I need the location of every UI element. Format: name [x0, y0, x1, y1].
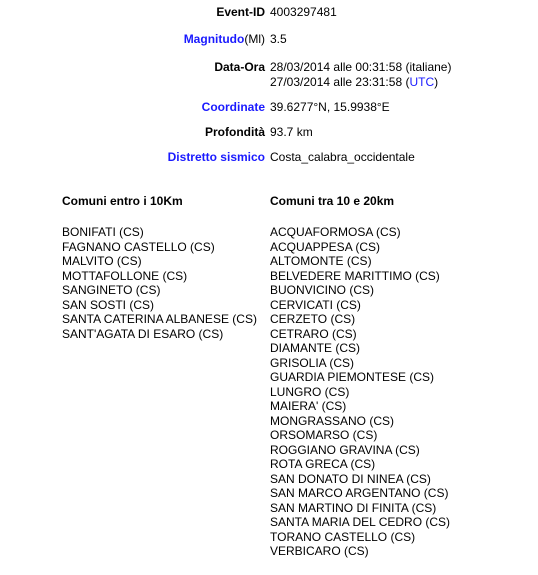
comune-item: BONIFATI (CS) — [62, 225, 144, 239]
magnitudo-row — [0, 32, 538, 50]
comune-item: MONGRASSANO (CS) — [270, 413, 395, 428]
profondita-row — [0, 125, 538, 143]
comune-item: TORANO CASTELLO (CS) — [270, 529, 416, 544]
comuni-10km-column — [62, 194, 257, 341]
magnitudo-label[interactable] — [184, 32, 265, 47]
magnitudo-value: 3.5 — [270, 32, 287, 46]
comuni-10km-list — [62, 225, 257, 341]
comune-item: SAN MARTINO DI FINITA (CS) — [270, 500, 437, 515]
coordinate-value: 39.6277°N, 15.9938°E — [270, 100, 390, 114]
coordinate-row — [0, 100, 538, 118]
dataora-utc-suffix: ) — [434, 75, 439, 89]
magnitudo-unit: (Ml) — [244, 32, 265, 46]
comune-item: SAN SOSTI (CS) — [62, 297, 155, 312]
magnitudo-link[interactable]: Magnitudo — [183, 32, 245, 46]
distretto-row — [0, 150, 538, 168]
eventid-value: 4003297481 — [270, 5, 337, 19]
comune-item: GRISOLIA (CS) — [270, 355, 355, 370]
comune-item: DIAMANTE (CS) — [270, 341, 360, 355]
dataora-local: 28/03/2014 alle 00:31:58 (italiane) — [270, 60, 452, 74]
comuni-10km-heading: Comuni entro i 10Km — [62, 194, 183, 208]
comune-item: ACQUAFORMOSA (CS) — [270, 225, 401, 239]
comune-item: SAN MARCO ARGENTANO (CS) — [270, 486, 449, 500]
comune-item: CERZETO (CS) — [270, 312, 356, 326]
dataora-row — [0, 60, 538, 89]
coordinate-label[interactable]: Coordinate — [201, 100, 265, 114]
comune-item: ALTOMONTE (CS) — [270, 254, 372, 268]
comune-item: MALVITO (CS) — [62, 254, 142, 268]
eventid-row — [0, 5, 538, 23]
comune-item: ROTA GRECA (CS) — [270, 457, 376, 471]
eventid-label: Event-ID — [216, 5, 265, 19]
dataora-utc-prefix: 27/03/2014 alle 23:31:58 ( — [270, 75, 410, 89]
comune-item: BUONVICINO (CS) — [270, 283, 375, 297]
comune-item: VERBICARO (CS) — [270, 544, 369, 558]
utc-link[interactable]: UTC — [409, 75, 435, 89]
profondita-label: Profondità — [205, 125, 265, 139]
comune-item: SANTA CATERINA ALBANESE (CS) — [62, 312, 257, 326]
comune-item: FAGNANO CASTELLO (CS) — [62, 239, 215, 254]
profondita-value: 93.7 km — [270, 125, 313, 139]
comune-item: CERVICATI (CS) — [270, 297, 361, 312]
distretto-value: Costa_calabra_occidentale — [270, 150, 415, 164]
comune-item: CETRARO (CS) — [270, 326, 357, 341]
comuni-20km-column — [270, 194, 450, 559]
comune-item: MOTTAFOLLONE (CS) — [62, 268, 188, 283]
comune-item: SANGINETO (CS) — [62, 283, 161, 297]
comune-item: ACQUAPPESA (CS) — [270, 239, 381, 254]
comuni-20km-list — [270, 225, 450, 559]
comune-item: MAIERA' (CS) — [270, 399, 347, 413]
comuni-20km-heading: Comuni tra 10 e 20km — [270, 194, 395, 208]
comune-item: ORSOMARSO (CS) — [270, 428, 378, 442]
comune-item: SANTA MARIA DEL CEDRO (CS) — [270, 515, 451, 529]
distretto-label[interactable]: Distretto sismico — [167, 150, 265, 164]
dataora-label: Data-Ora — [214, 60, 265, 74]
comune-item: ROGGIANO GRAVINA (CS) — [270, 442, 420, 457]
comune-item: LUNGRO (CS) — [270, 384, 350, 399]
comune-item: SAN DONATO DI NINEA (CS) — [270, 471, 431, 486]
comune-item: BELVEDERE MARITTIMO (CS) — [270, 268, 440, 283]
dataora-value — [270, 60, 451, 90]
comune-item: GUARDIA PIEMONTESE (CS) — [270, 370, 435, 384]
comune-item: SANT'AGATA DI ESARO (CS) — [62, 326, 224, 341]
